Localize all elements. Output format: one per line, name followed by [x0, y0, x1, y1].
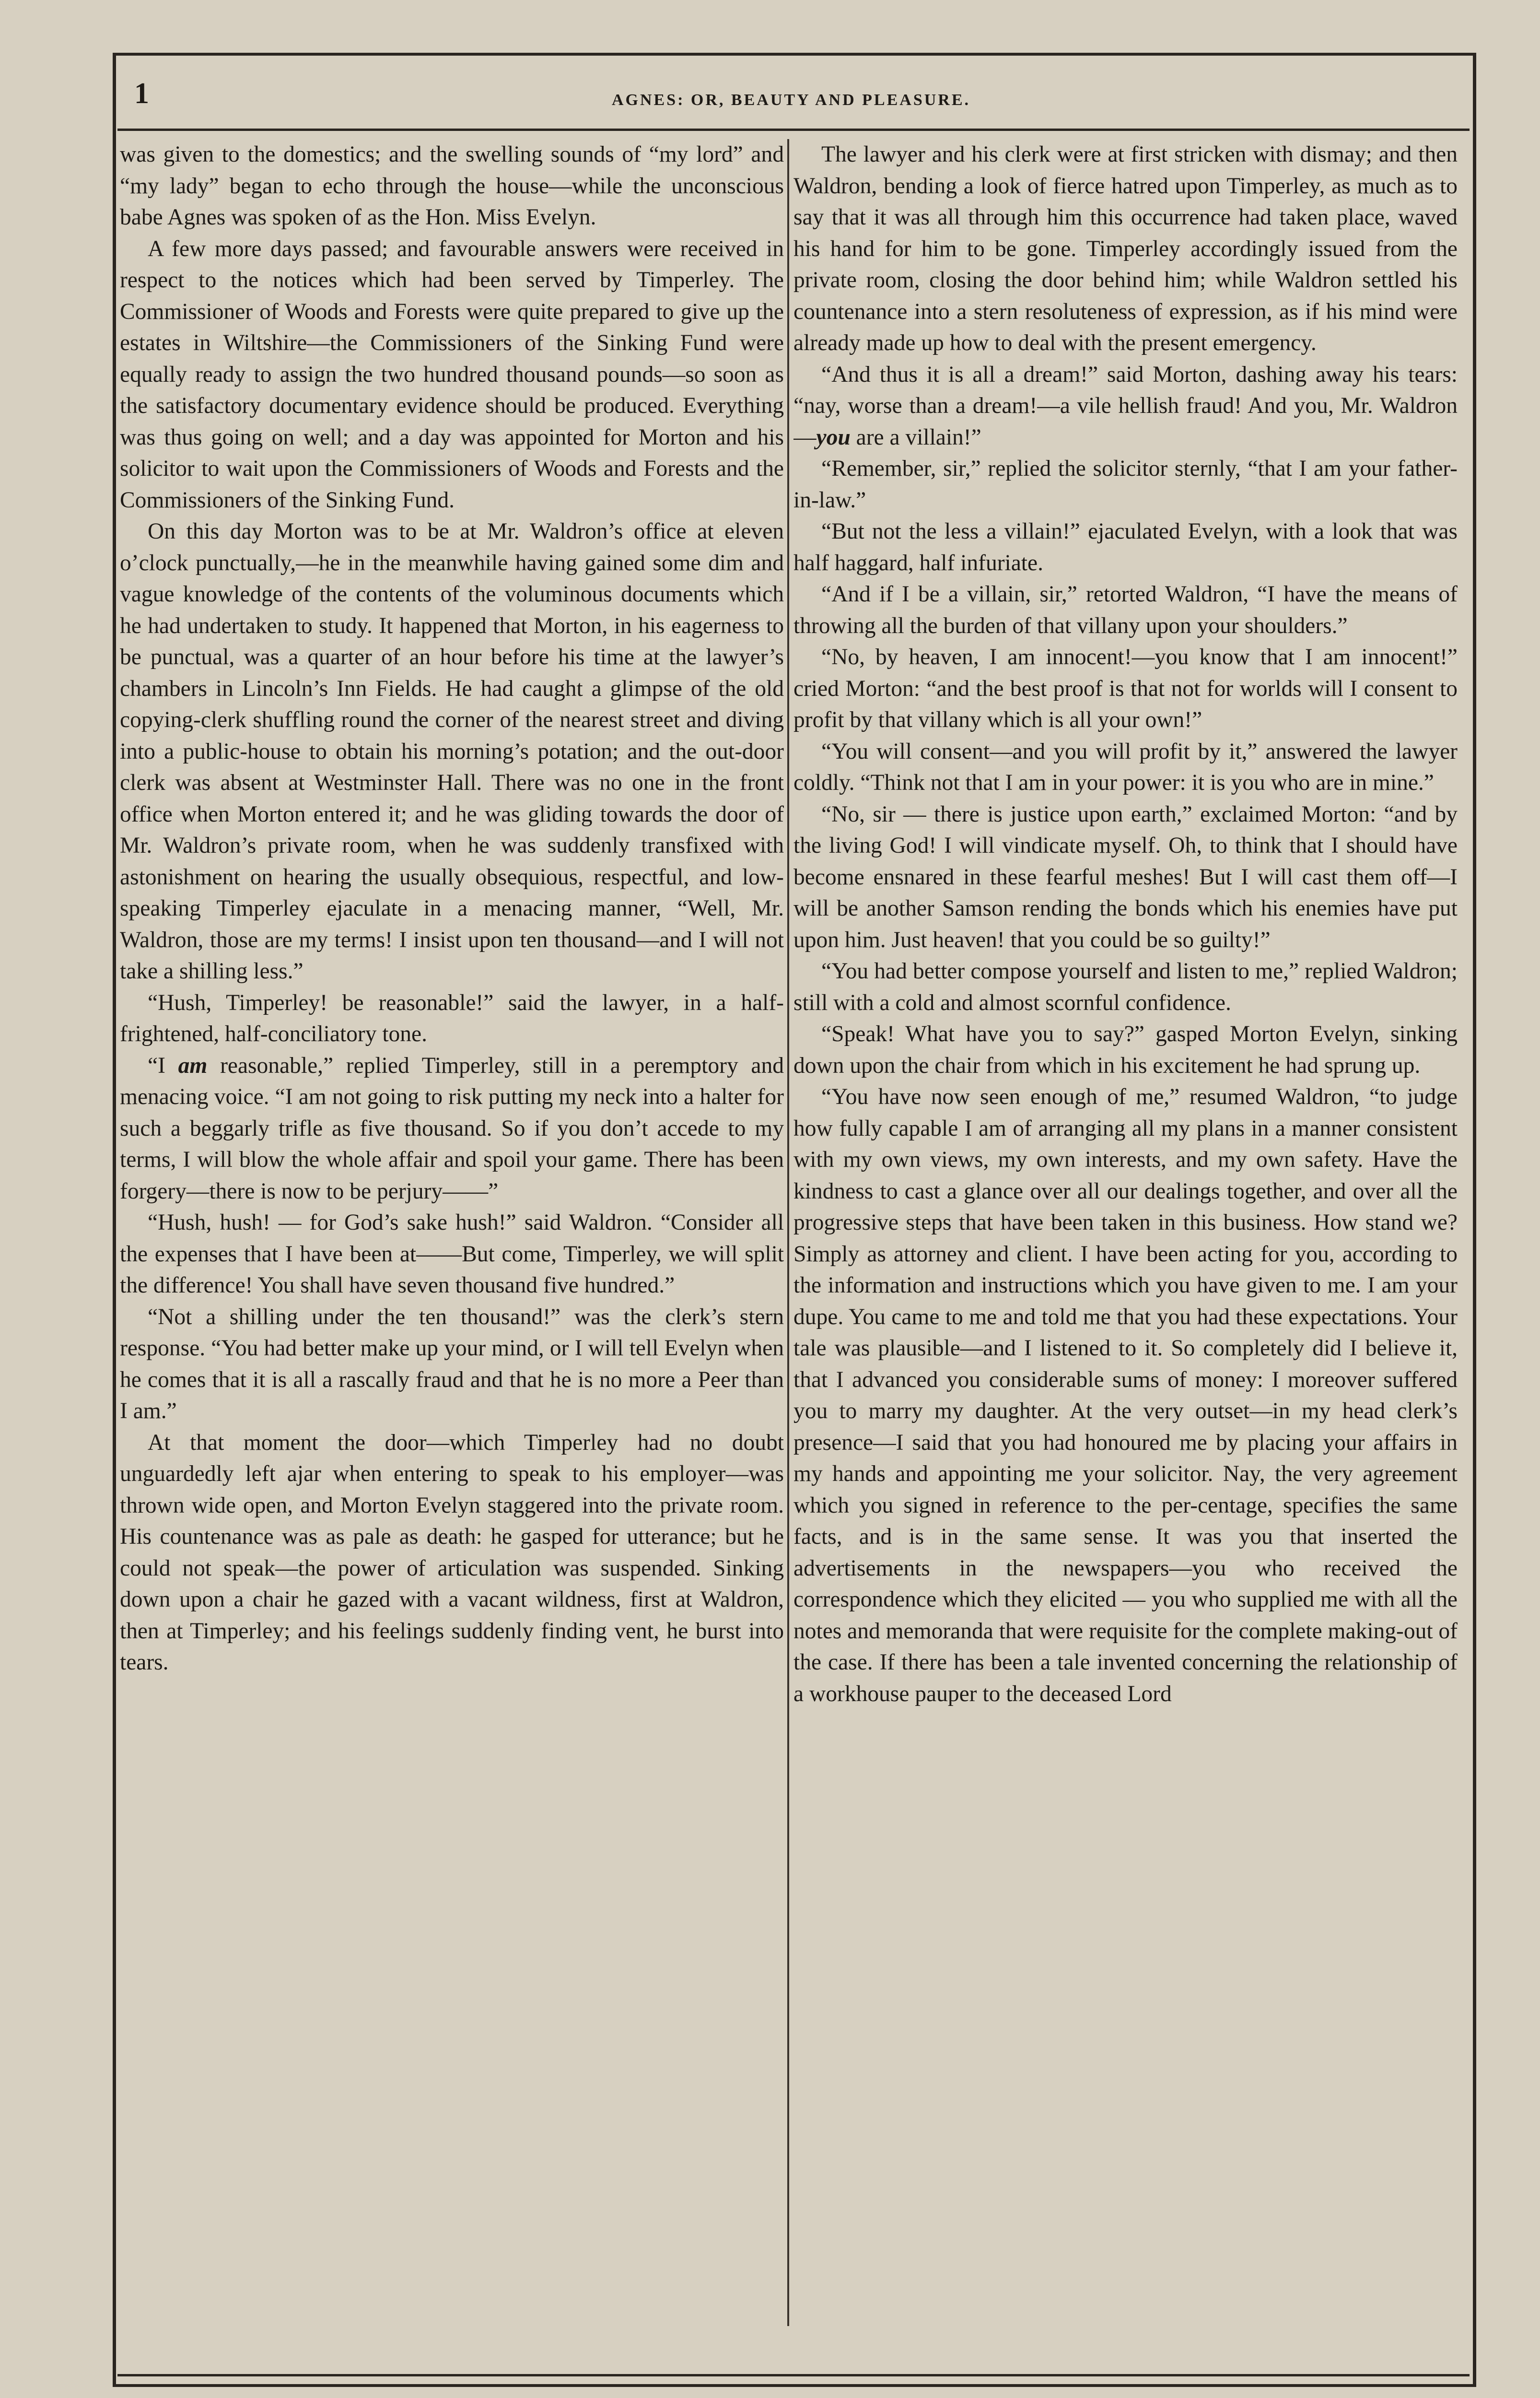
paragraph: “You will consent—and you will profit by it,” answered the lawyer coldly. “Think not that I am in your power: it is you who are in mine.” — [793, 739, 1458, 795]
text-run: reasonable,” replied Timperley, still in a peremptory and menacing voice. “I am not going to risk putting my neck into a halter for such a beggarly trifle as five thousand. So if you don’t accede to my terms, I will blow the whole affair and spoil your game. There has been forgery—there is now to be perjury——” — [120, 1053, 784, 1204]
paragraph: “You have now seen enough of me,” resumed Waldron, “to judge how fully capable I am of arranging all my plans in a manner consistent with my own views, my own interests, and my own safety. Have the kindness to cast a glance over all our dealings together, and over all the progressive steps that have been taken in this business. How stand we? Simply as attorney and client. I have been acting for you, according to the information and instructions which you have given to me. I am your dupe. You came to me and told me that you had these expectations. Your tale was plausible—and I listened to it. So completely did I believe it, that I advanced you considerable sums of money: I moreover suffered you to marry my daughter. At the very outset—in my head clerk’s presence—I said that you had honoured me by placing your affairs in my hands and appointing me your solicitor. Nay, the very agreement which you signed in reference to the per-centage, specifies the same facts, and is in the same sense. It was you that inserted the advertisements in the newspapers—you who received the correspondence which they elicited — you who supplied me with all the notes and memoranda that were requisite for the complete making-out of the case. If there has been a tale invented concerning the relationship of a workhouse pauper to the deceased Lord — [793, 1084, 1458, 1706]
column-rule — [787, 139, 789, 2326]
paragraph: On this day Morton was to be at Mr. Waldron’s office at eleven o’clock punctually,—he in the meanwhile having gained some dim and vague knowledge of the contents of the voluminous documents which he had undertaken to study. It happened that Morton, in his eagerness to be punctual, was a quarter of an hour before his time at the lawyer’s chambers in Lincoln’s Inn Fields. He had caught a glimpse of the old copying-clerk shuffling round the corner of the nearest street and diving into a public-house to obtain his morning’s potation; and the out-door clerk was absent at Westminster Hall. There was no one in the front office when Morton entered it; and he was gliding towards the door of Mr. Waldron’s private room, when he was suddenly transfixed with astonishment on hearing the usually obsequious, respectful, and low-speaking Timperley ejaculate in a menacing manner, “Well, Mr. Waldron, those are my terms! I insist upon ten thousand—and I will not take a shilling less.” — [120, 519, 784, 984]
paragraph: At that moment the door—which Timperley had no doubt unguardedly left ajar when entering to speak to his employer—was thrown wide open, and Morton Evelyn staggered into the private room. His countenance was as pale as death: he gasped for utterance; but he could not speak—the power of articulation was suspended. Sinking down upon a chair he gazed with a vacant wildness, first at Waldron, then at Timperley; and his feelings suddenly finding vent, he burst into tears. — [120, 1430, 784, 1675]
paragraph: “And if I be a villain, sir,” retorted Waldron, “I have the means of throwing all the burden of that villany upon your shoulders.” — [793, 582, 1458, 638]
running-title: AGNES: OR, BEAUTY AND PLEASURE. — [611, 91, 971, 109]
paragraph — [793, 359, 1458, 454]
paragraph — [120, 1050, 784, 1208]
emphasis: you — [816, 424, 851, 450]
text-run: “And thus it is all a dream!” said Morton, dashing away his tears: “nay, worse than a dream!—a vile hellish fraud! And you, Mr. Waldron— — [793, 362, 1458, 450]
emphasis: am — [178, 1053, 208, 1078]
paragraph: “But not the less a villain!” ejaculated Evelyn, with a look that was half haggard, half infuriate. — [793, 519, 1458, 576]
bottom-rule — [117, 2374, 1470, 2376]
paragraph: “You had better compose yourself and listen to me,” replied Waldron; still with a cold and almost scornful confidence. — [793, 959, 1458, 1015]
header-rule — [117, 129, 1470, 131]
paragraph: was given to the domestics; and the swelling sounds of “my lord” and “my lady” began to echo through the house—while the unconscious babe Agnes was spoken of as the Hon. Miss Evelyn. — [120, 142, 784, 230]
right-column — [793, 139, 1458, 2331]
page-header — [120, 72, 1462, 115]
paragraph: “No, sir — there is justice upon earth,” exclaimed Morton: “and by the living God! I will vindicate myself. Oh, to think that I should have become ensnared in these fearful meshes! But I will cast them off—I will be another Samson rending the bonds which his enemies have put upon him. Just heaven! that you could be so guilty!” — [793, 801, 1458, 952]
text-run: “I — [148, 1053, 178, 1078]
paragraph: “No, by heaven, I am innocent!—you know that I am innocent!” cried Morton: “and the best proof is that not for worlds will I consent to profit by that villany which is all your own!” — [793, 645, 1458, 732]
page-number: 1 — [134, 77, 149, 110]
paragraph: “Remember, sir,” replied the solicitor sternly, “that I am your father-in-law.” — [793, 456, 1458, 513]
paragraph: “Speak! What have you to say?” gasped Morton Evelyn, sinking down upon the chair from which in his excitement he had sprung up. — [793, 1022, 1458, 1078]
paragraph: A few more days passed; and favourable answers were received in respect to the notices which had been served by Timperley. The Commissioner of Woods and Forests were quite prepared to give up the estates in Wiltshire—the Commissioners of the Sinking Fund were equally ready to assign the two hundred thousand pounds—so soon as the satisfactory documentary evidence should be produced. Everything was thus going on well; and a day was appointed for Morton and his solicitor to wait upon the Commissioners of Woods and Forests and the Commissioners of the Sinking Fund. — [120, 236, 784, 513]
paragraph: The lawyer and his clerk were at first stricken with dismay; and then Waldron, bending a look of fierce hatred upon Timperley, as much as to say that it was all through him this occurrence had taken place, waved his hand for him to be gone. Timperley accordingly issued from the private room, closing the door behind him; while Waldron settled his countenance into a stern resoluteness of expression, as if his mind were already made up how to deal with the present emergency. — [793, 142, 1458, 355]
paragraph: “Not a shilling under the ten thousand!” was the clerk’s stern response. “You had better make up your mind, or I will tell Evelyn when he comes that it is all a rascally fraud and that he is no more a Peer than I am.” — [120, 1304, 784, 1423]
left-column — [120, 139, 784, 2331]
paragraph: “Hush, hush! — for God’s sake hush!” said Waldron. “Consider all the expenses that I have been at——But come, Timperley, we will split the difference! You shall have seven thousand five hundred.” — [120, 1210, 784, 1298]
text-run: are a villain!” — [850, 424, 981, 450]
paragraph: “Hush, Timperley! be reasonable!” said the lawyer, in a half-frightened, half-conciliatory tone. — [120, 990, 784, 1046]
